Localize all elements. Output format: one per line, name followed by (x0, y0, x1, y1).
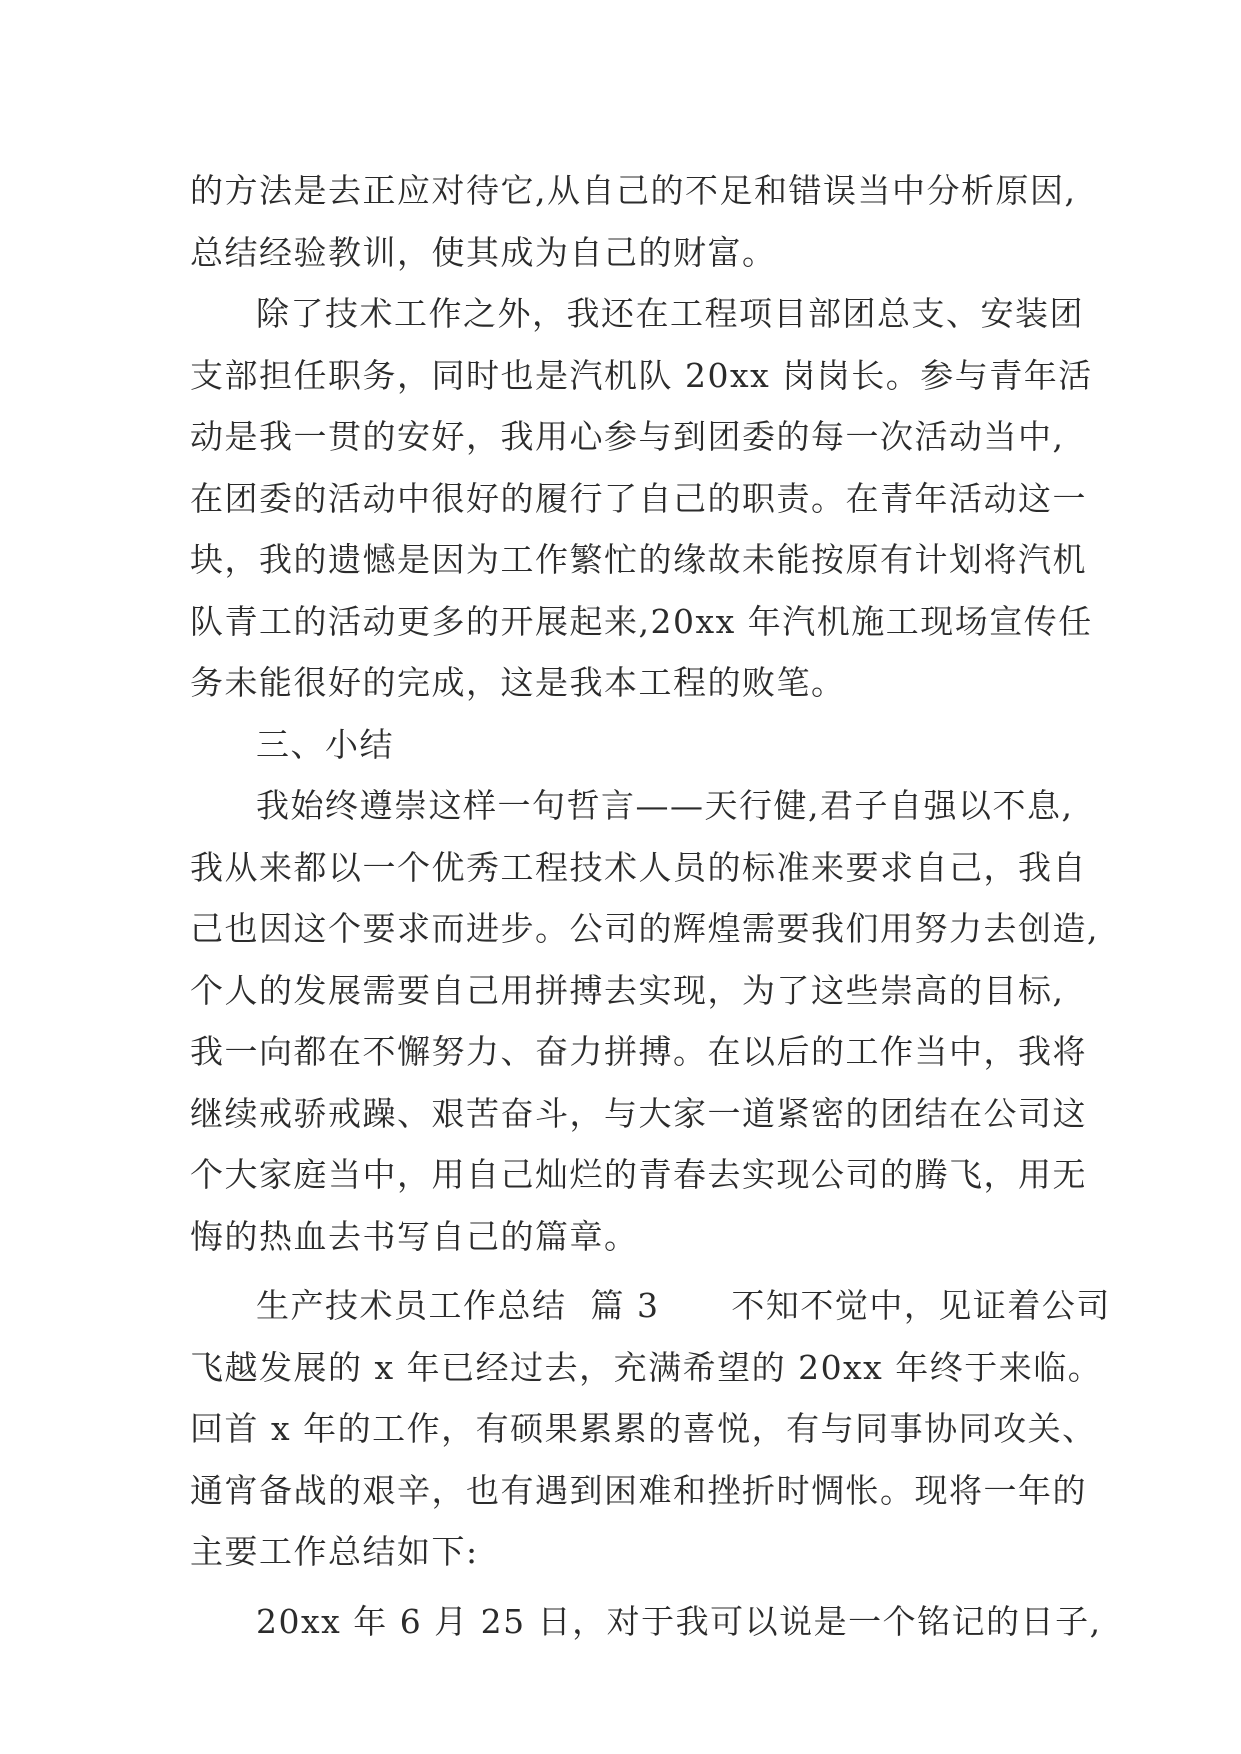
section-heading: 三、小结 (256, 724, 394, 764)
text-line: 总结经验教训，使其成为自己的财富。 (190, 232, 777, 272)
text-line: 的方法是去正应对待它,从自己的不足和错误当中分析原因, (190, 171, 1077, 210)
paragraph-start-line: 20xx 年 6 月 25 日，对于我可以说是一个铭记的日子, (256, 1601, 1102, 1641)
text-line: 动是我一贯的安好，我用心参与到团委的每一次活动当中, (190, 417, 1065, 456)
body-text (190, 160, 1111, 1652)
text-line: 飞越发展的 x 年已经过去，充满希望的 20xx 年终于来临。 (190, 1347, 1103, 1387)
text-line: 我从来都以一个优秀工程技术人员的标准来要求自己，我自 (190, 847, 1087, 887)
article-heading-line: 生产技术员工作总结 篇 3 不知不觉中，见证着公司 (256, 1286, 1111, 1325)
text-line: 主要工作总结如下: (190, 1532, 479, 1571)
paragraph-start-line: 除了技术工作之外，我还在工程项目部团总支、安装团 (256, 294, 1084, 333)
text-line: 我一向都在不懈努力、奋力拼搏。在以后的工作当中，我将 (190, 1032, 1087, 1071)
text-line: 回首 x 年的工作，有硕果累累的喜悦，有与同事协同攻关、 (190, 1409, 1097, 1448)
text-line: 个大家庭当中，用自己灿烂的青春去实现公司的腾飞，用无 (190, 1155, 1087, 1194)
paragraph-start-line: 我始终遵崇这样一句哲言——天行健,君子自强以不息, (256, 786, 1074, 825)
text-line: 通宵备战的艰辛，也有遇到困难和挫折时惆怅。现将一年的 (190, 1470, 1087, 1510)
text-line: 队青工的活动更多的开展起来,20xx 年汽机施工现场宣传任 (190, 601, 1093, 641)
text-line: 己也因这个要求而进步。公司的辉煌需要我们用努力去创造, (190, 909, 1099, 948)
text-line: 务未能很好的完成，这是我本工程的败笔。 (190, 663, 846, 702)
text-line: 支部担任职务，同时也是汽机队 20xx 岗岗长。参与青年活 (190, 355, 1093, 395)
text-line: 悔的热血去书写自己的篇章。 (190, 1216, 639, 1256)
text-line: 个人的发展需要自己用拼搏去实现，为了这些崇高的目标, (190, 970, 1065, 1010)
text-line: 在团委的活动中很好的履行了自己的职责。在青年活动这一 (190, 478, 1087, 518)
text-line: 继续戒骄戒躁、艰苦奋斗，与大家一道紧密的团结在公司这 (190, 1093, 1087, 1133)
text-line: 块，我的遗憾是因为工作繁忙的缘故未能按原有计划将汽机 (190, 540, 1087, 579)
